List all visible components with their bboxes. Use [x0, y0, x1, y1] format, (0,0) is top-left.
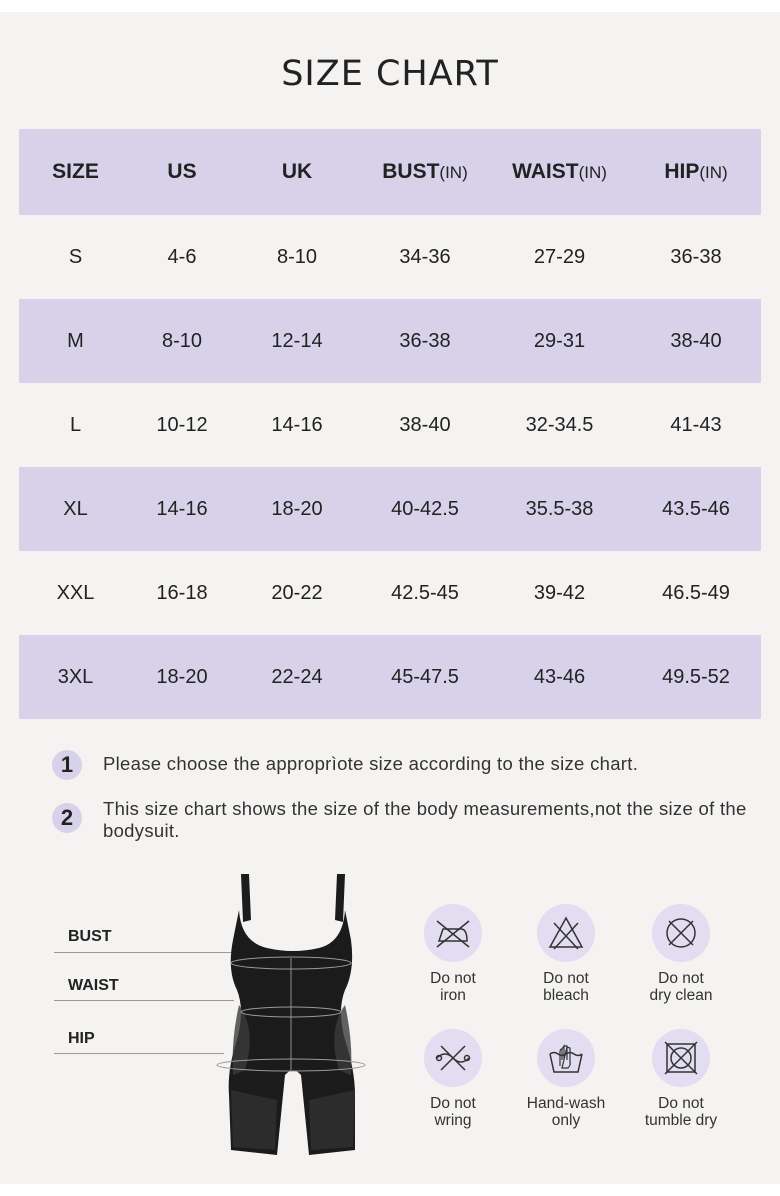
cell-hip: 36-38: [670, 245, 722, 268]
hand-wash-icon: [537, 1029, 595, 1087]
note-text: Please choose the approprìote size according to the size chart.: [103, 753, 639, 774]
cell-bust: 45-47.5: [391, 665, 459, 688]
cell-bust: 38-40: [399, 413, 451, 436]
cell-bust: 34-36: [399, 245, 451, 268]
cell-waist: 27-29: [533, 245, 586, 268]
no-wring-icon: [424, 1029, 482, 1087]
cell-size: 3XL: [57, 665, 94, 688]
cell-us: 4-6: [167, 245, 197, 268]
header-uk: UK: [281, 160, 313, 183]
cell-uk: 18-20: [271, 497, 323, 520]
cell-waist: 32-34.5: [525, 413, 594, 436]
cell-us: 14-16: [156, 497, 208, 520]
care-label-line2: dry clean: [649, 987, 713, 1004]
cell-waist: 35.5-38: [525, 497, 594, 520]
care-item-no-tumble-dry: [626, 1029, 736, 1129]
care-label-line1: Do not: [658, 970, 704, 987]
cell-size: M: [67, 329, 84, 352]
cell-hip: 43.5-46: [662, 497, 730, 520]
care-label-line2: tumble dry: [644, 1112, 718, 1129]
table-row: [19, 299, 761, 383]
cell-uk: 20-22: [271, 581, 323, 604]
page-title: SIZE CHART: [281, 54, 499, 94]
care-label-line1: Do not: [430, 970, 476, 987]
cell-uk: 14-16: [271, 413, 323, 436]
care-label-line2: iron: [440, 987, 466, 1004]
cell-waist: 43-46: [533, 665, 586, 688]
cell-bust: 40-42.5: [391, 497, 459, 520]
cell-us: 18-20: [156, 665, 208, 688]
waist-label: WAIST: [68, 977, 119, 994]
cell-hip: 49.5-52: [662, 665, 730, 688]
cell-uk: 22-24: [271, 665, 323, 688]
cell-size: S: [68, 245, 83, 268]
care-label-line2: only: [551, 1112, 581, 1129]
bodysuit-image: [205, 870, 375, 1160]
no-iron-icon: [424, 904, 482, 962]
table-row: [19, 215, 761, 299]
care-label-line1: Do not: [658, 1095, 704, 1112]
hip-guide-line: [54, 1053, 224, 1054]
cell-size: L: [69, 413, 82, 436]
note-number-badge: 2: [52, 803, 82, 833]
no-tumble-dry-icon: [652, 1029, 710, 1087]
no-bleach-icon: [537, 904, 595, 962]
note-text: This size chart shows the size of the body measurements,not the size of the bodysuit.: [103, 798, 747, 841]
care-label-line2: bleach: [543, 987, 589, 1004]
note-number-badge: 1: [52, 750, 82, 780]
hip-label: HIP: [68, 1030, 95, 1047]
header-bust: BUST(IN): [382, 160, 468, 183]
header-waist: WAIST(IN): [512, 160, 607, 183]
header-hip: HIP(IN): [664, 160, 728, 183]
header-size: SIZE: [52, 160, 99, 183]
bust-label: BUST: [68, 928, 112, 945]
care-label-line2: wring: [434, 1112, 472, 1129]
care-label-line1: Hand-wash: [526, 1095, 606, 1112]
size-table: [19, 129, 761, 719]
header-us: US: [167, 160, 197, 183]
table-row: [19, 467, 761, 551]
note-2: [52, 798, 752, 842]
care-label-line1: Do not: [430, 1095, 476, 1112]
table-row: [19, 383, 761, 467]
cell-bust: 36-38: [399, 329, 451, 352]
care-item-no-dry-clean: [626, 904, 736, 1004]
size-chart-page: [0, 12, 780, 1184]
cell-waist: 29-31: [533, 329, 586, 352]
cell-hip: 38-40: [670, 329, 722, 352]
cell-us: 16-18: [156, 581, 208, 604]
cell-hip: 41-43: [670, 413, 722, 436]
cell-waist: 39-42: [533, 581, 586, 604]
cell-uk: 8-10: [276, 245, 318, 268]
table-row: [19, 551, 761, 635]
cell-us: 8-10: [161, 329, 203, 352]
cell-us: 10-12: [156, 413, 208, 436]
note-1: [52, 750, 752, 780]
cell-size: XL: [63, 497, 88, 520]
table-row: [19, 635, 761, 719]
care-item-no-bleach: [511, 904, 621, 1004]
table-header: [19, 129, 761, 215]
care-label-line1: Do not: [543, 970, 589, 987]
cell-uk: 12-14: [271, 329, 323, 352]
cell-size: XXL: [56, 581, 95, 604]
care-item-no-wring: [398, 1029, 508, 1129]
care-item-hand-wash: [511, 1029, 621, 1129]
cell-bust: 42.5-45: [391, 581, 459, 604]
care-item-no-iron: [398, 904, 508, 1004]
no-dry-clean-icon: [652, 904, 710, 962]
cell-hip: 46.5-49: [662, 581, 730, 604]
